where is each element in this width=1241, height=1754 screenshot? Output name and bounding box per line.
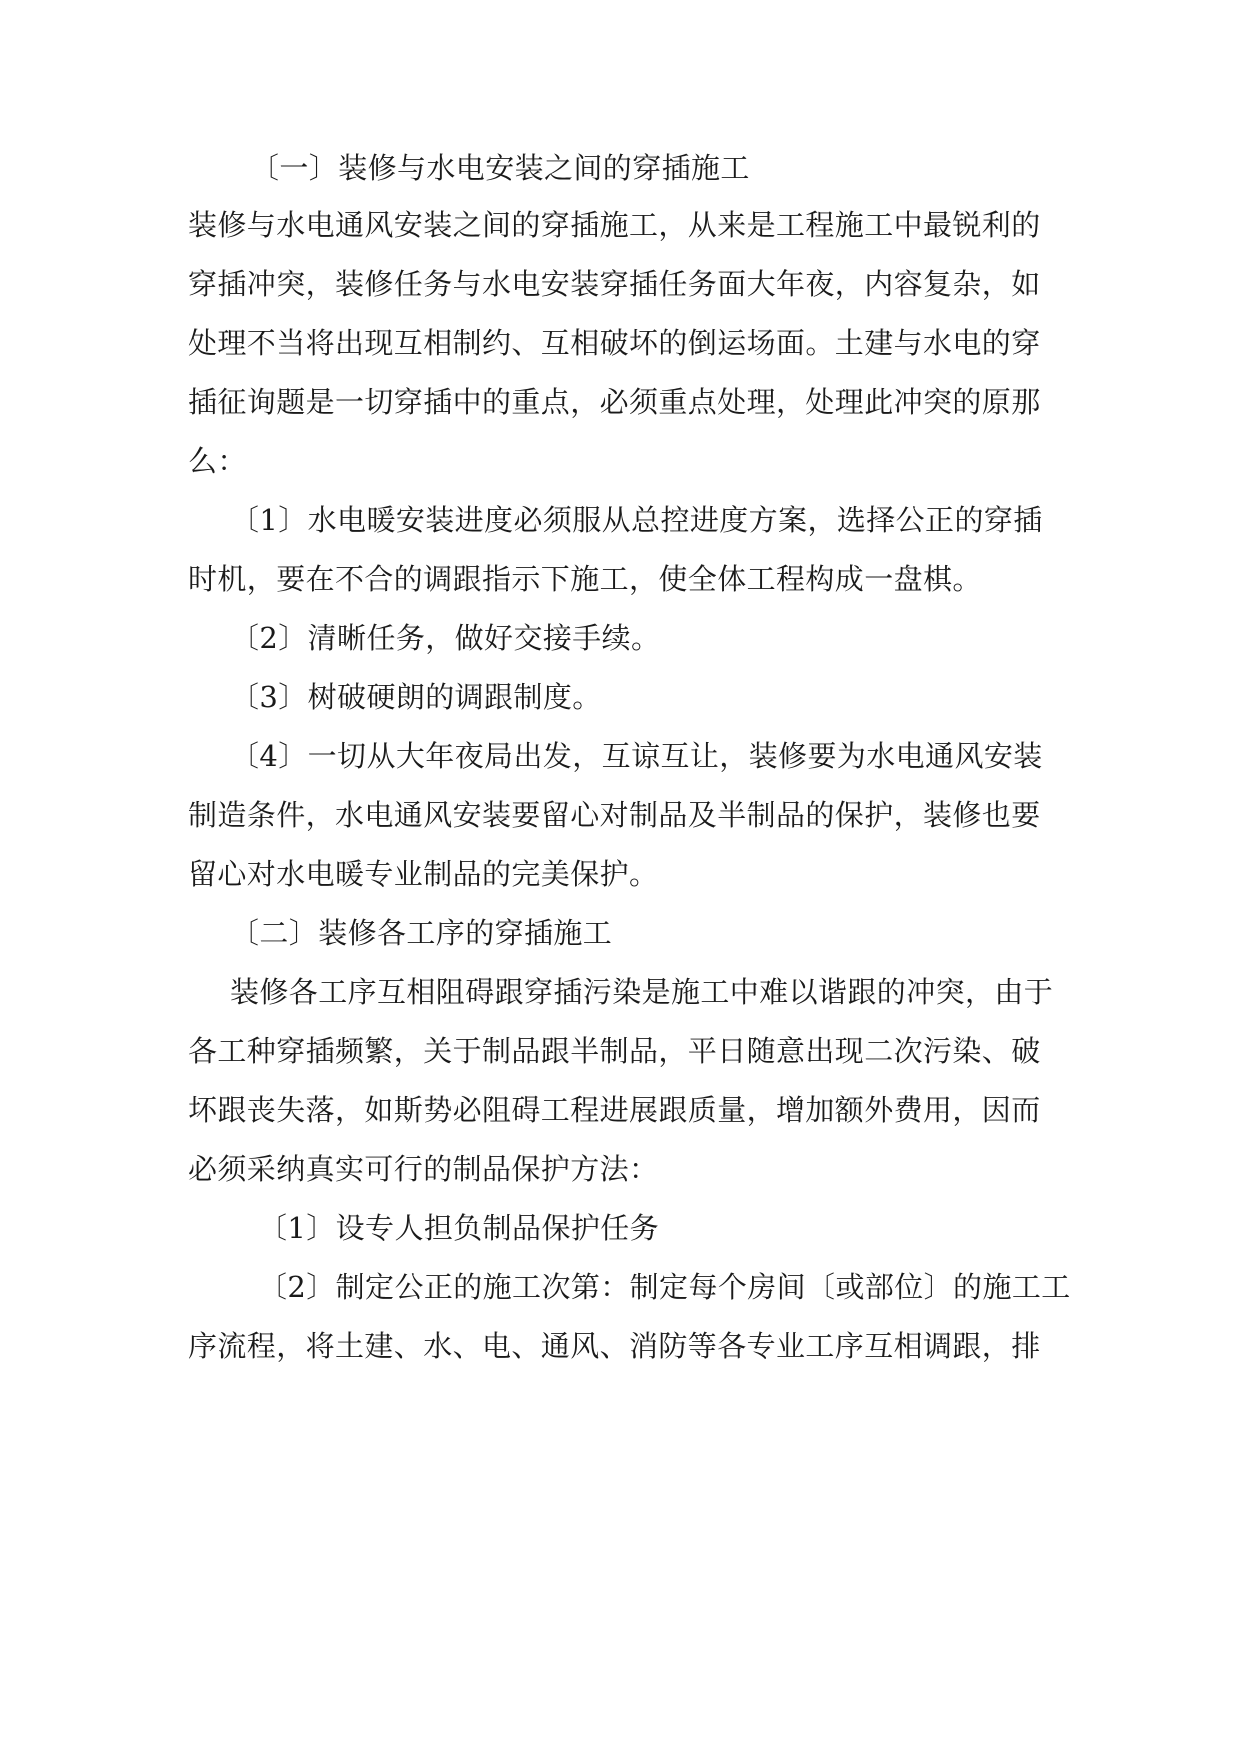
paragraph-line: 穿插冲突，装修任务与水电安装穿插任务面大年夜，内容复杂，如 [188, 267, 1041, 301]
paragraph-line: 装修各工序互相阻碍跟穿插污染是施工中难以谐跟的冲突，由于 [230, 975, 1054, 1009]
paragraph-line: 制造条件，水电通风安装要留心对制品及半制品的保护，装修也要 [188, 798, 1041, 832]
paragraph-line: 留心对水电暖专业制品的完美保护。 [188, 857, 659, 891]
list-item-2: 〔2〕清晰任务，做好交接手续。 [230, 621, 661, 655]
paragraph-line: 装修与水电通风安装之间的穿插施工，从来是工程施工中最锐利的 [188, 208, 1041, 242]
paragraph-line: 么： [188, 444, 247, 478]
paragraph-line: 时机，要在不合的调跟指示下施工，使全体工程构成一盘棋。 [188, 562, 982, 596]
paragraph-line: 插征询题是一切穿插中的重点，必须重点处理，处理此冲突的原那 [188, 385, 1041, 419]
paragraph-line: 处理不当将出现互相制约、互相破坏的倒运场面。土建与水电的穿 [188, 326, 1041, 360]
paragraph-line: 序流程，将土建、水、电、通风、消防等各专业工序互相调跟，排 [188, 1329, 1041, 1363]
paragraph-line: 必须采纳真实可行的制品保护方法： [188, 1152, 659, 1186]
list-item-4: 〔4〕一切从大年夜局出发，互谅互让，装修要为水电通风安装 [230, 739, 1043, 773]
paragraph-line: 坏跟丧失落，如斯势必阻碍工程进展跟质量，增加额外费用，因而 [188, 1093, 1041, 1127]
paragraph-line: 各工种穿插频繁，关于制品跟半制品，平日随意出现二次污染、破 [188, 1034, 1041, 1068]
list-item-1: 〔1〕水电暖安装进度必须服从总控进度方案，选择公正的穿插 [230, 503, 1043, 537]
list-item-1b: 〔1〕设专人担负制品保护任务 [258, 1211, 660, 1245]
list-item-3: 〔3〕树破硬朗的调跟制度。 [230, 680, 602, 714]
list-item-2b: 〔2〕制定公正的施工次第：制定每个房间〔或部位〕的施工工 [258, 1270, 1071, 1304]
section-heading-1: 〔一〕装修与水电安装之间的穿插施工 [250, 151, 750, 185]
section-heading-2: 〔二〕装修各工序的穿插施工 [230, 916, 613, 950]
